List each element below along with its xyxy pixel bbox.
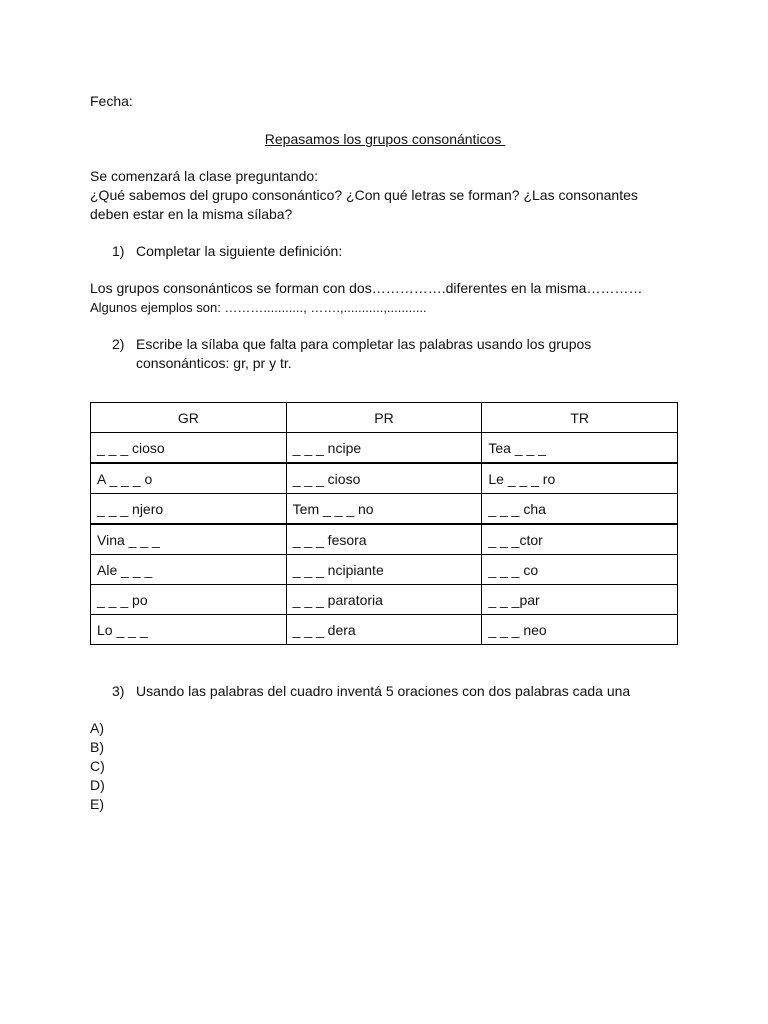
section-2-number: 2) [112, 336, 125, 352]
table-row [91, 463, 678, 494]
answer-label-a: A) [90, 720, 104, 736]
table-cell: _ _ _ co [482, 555, 678, 585]
table-cell: Tem _ _ _ no [286, 494, 482, 525]
table-cell: Tea _ _ _ [482, 433, 678, 464]
table-cell: _ _ _ ncipe [286, 433, 482, 464]
table-row [91, 585, 678, 615]
definition-text: Los grupos consonánticos se forman con dos…………….diferentes en la misma………… [90, 280, 643, 296]
intro-questions: ¿Qué sabemos del grupo consonántico? ¿Con qué letras se forman? ¿Las consonantes deben estar en la misma sílaba? [90, 187, 638, 222]
table-cell: _ _ _ neo [482, 615, 678, 645]
answer-label-d: D) [90, 777, 105, 793]
worksheet-page [90, 92, 680, 814]
section-1-label: Completar la siguiente definición: [136, 243, 343, 259]
table-row [91, 494, 678, 525]
table-cell: A _ _ _ o [91, 463, 287, 494]
table-cell: _ _ _ fesora [286, 524, 482, 555]
page-title: Repasamos los grupos consonánticos [264, 131, 506, 147]
answer-label-e: E) [90, 796, 104, 812]
section-3-number: 3) [112, 683, 125, 699]
date-label: Fecha: [90, 93, 133, 109]
examples-text: Algunos ejemplos son: ………..........., …….,...........,........... [90, 300, 427, 315]
answer-label-b: B) [90, 739, 104, 755]
table-cell: Vina _ _ _ [91, 524, 287, 555]
table-row [91, 555, 678, 585]
table-cell: _ _ _ ncipiante [286, 555, 482, 585]
column-header-tr: TR [482, 403, 678, 433]
section-2-label: Escribe la sílaba que falta para completar las palabras usando los grupos consonánticos: gr, pr y tr. [136, 336, 592, 371]
intro-line: Se comenzará la clase preguntando: [90, 168, 319, 184]
table-cell: _ _ _ njero [91, 494, 287, 525]
section-3-label: Usando las palabras del cuadro inventá 5 oraciones con dos palabras cada una [136, 683, 631, 699]
section-1-number: 1) [112, 243, 125, 259]
table-cell: _ _ _ paratoria [286, 585, 482, 615]
table-cell: _ _ _ cha [482, 494, 678, 525]
table-cell: Le _ _ _ ro [482, 463, 678, 494]
table-row [91, 433, 678, 464]
answer-list [90, 719, 680, 814]
table-cell: Ale _ _ _ [91, 555, 287, 585]
column-header-gr: GR [91, 403, 287, 433]
table-cell: _ _ _par [482, 585, 678, 615]
table-cell: _ _ _ dera [286, 615, 482, 645]
table-row [91, 524, 678, 555]
section-2-heading [90, 335, 680, 373]
table-cell: _ _ _ cioso [91, 433, 287, 464]
answer-label-c: C) [90, 758, 105, 774]
table-row [91, 615, 678, 645]
table-cell: _ _ _ctor [482, 524, 678, 555]
section-3-heading [90, 682, 680, 701]
column-header-pr: PR [286, 403, 482, 433]
syllable-table [90, 402, 678, 645]
table-cell: _ _ _ po [91, 585, 287, 615]
table-cell: Lo _ _ _ [91, 615, 287, 645]
section-1-heading [90, 242, 680, 261]
table-header-row [91, 403, 678, 433]
table-cell: _ _ _ cioso [286, 463, 482, 494]
